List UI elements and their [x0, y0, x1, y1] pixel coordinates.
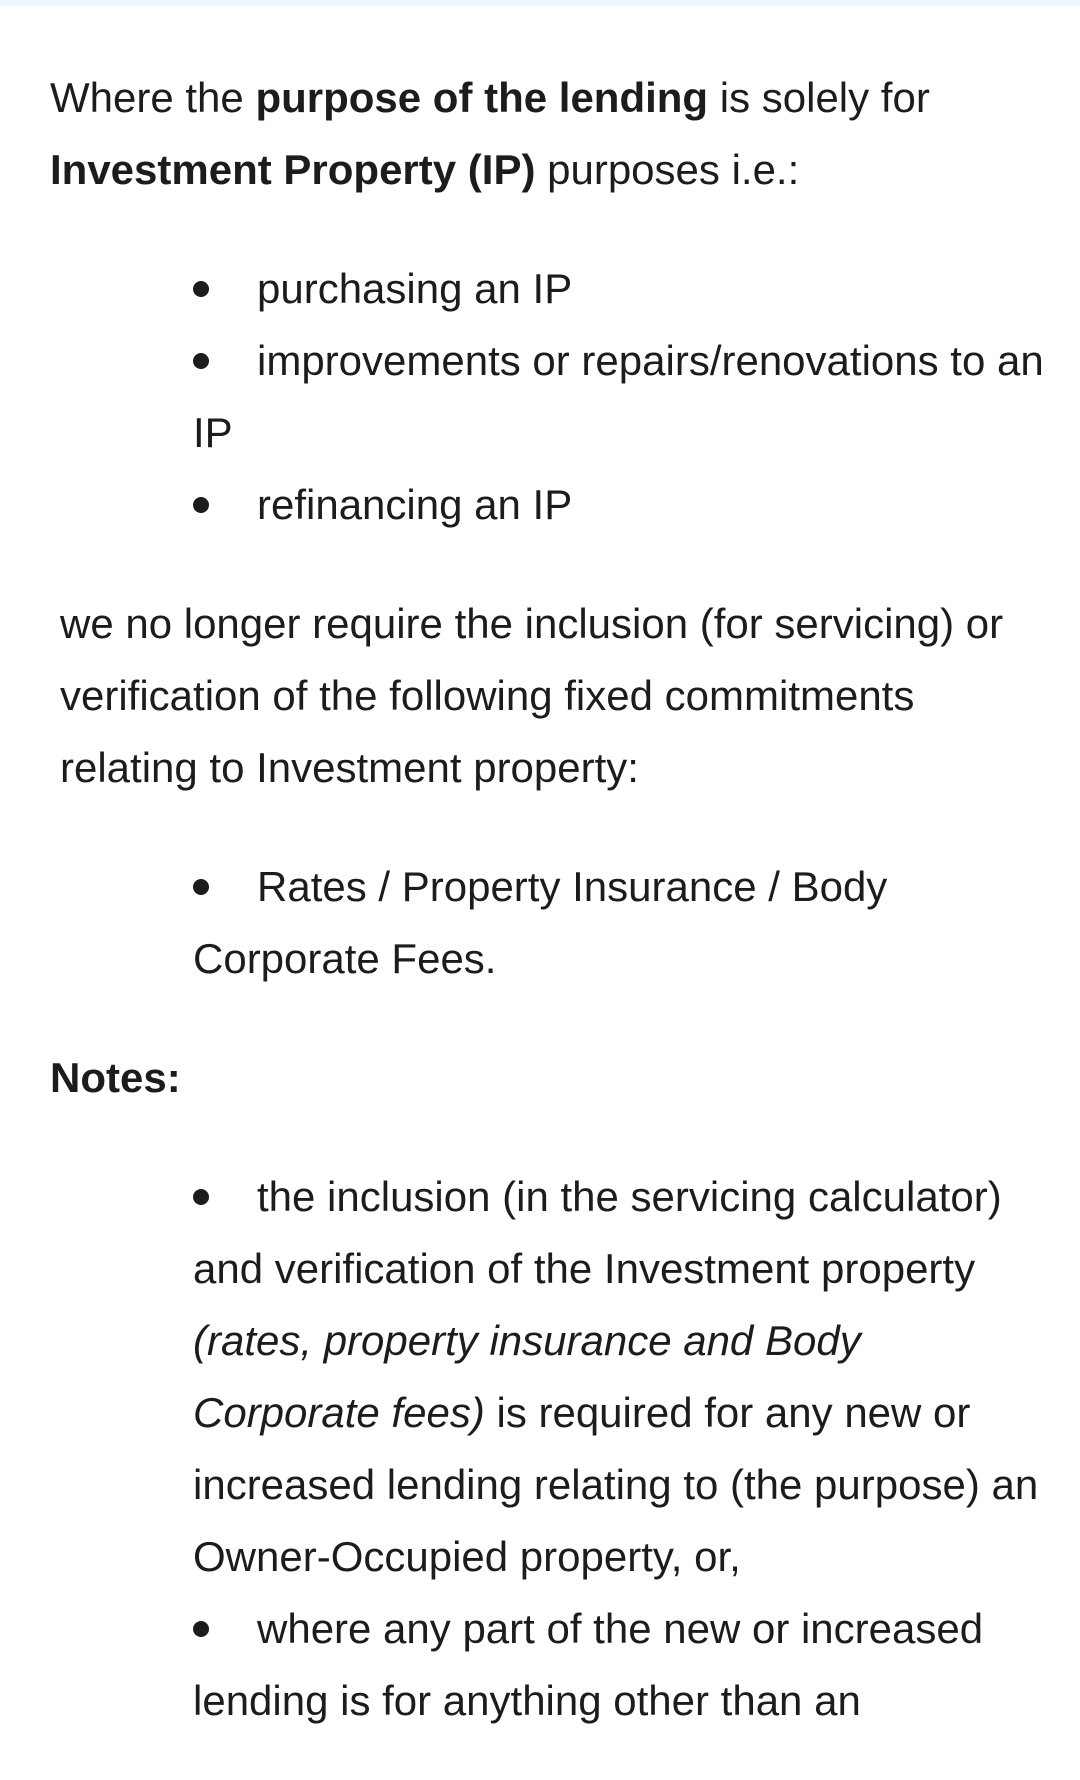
- commitments-list: [0, 851, 1080, 995]
- purpose-list: [0, 253, 1080, 541]
- bullet-icon: [193, 281, 209, 297]
- bullet-icon: [193, 497, 209, 513]
- bullet-icon: [193, 353, 209, 369]
- purpose-text: purchasing an IP: [257, 265, 573, 312]
- intro-text-3: purposes i.e.:: [535, 146, 800, 193]
- list-item: [0, 325, 1080, 469]
- note-text-1a: the inclusion (in the servicing calculator) and verification of the Investment property: [193, 1173, 1002, 1292]
- notes-heading: Notes:: [50, 1054, 181, 1101]
- note-italic-costs: (rates, property insurance and Body Corporate fees): [193, 1317, 861, 1436]
- note-text-1b: is required for any new or increased lending relating to (the purpose) an Owner-Occupied property, or,: [193, 1389, 1039, 1580]
- bullet-icon: [193, 1189, 209, 1205]
- list-item: [0, 1161, 1080, 1593]
- top-edge-bar: [0, 0, 1080, 6]
- statement-paragraph: [0, 588, 1080, 804]
- intro-paragraph: [0, 62, 1080, 206]
- bullet-icon: [193, 1621, 209, 1637]
- intro-bold-investment-property: Investment Property (IP): [50, 146, 536, 193]
- bullet-icon: [193, 879, 209, 895]
- purpose-text: refinancing an IP: [257, 481, 573, 528]
- list-item: [0, 851, 1080, 995]
- intro-text-1: Where the: [50, 74, 256, 121]
- list-item: [0, 469, 1080, 541]
- notes-list: [0, 1161, 1080, 1737]
- statement-text: we no longer require the inclusion (for servicing) or verification of the following fixed commitments relating to Investment property:: [60, 600, 1004, 791]
- intro-text-2: is solely for: [708, 74, 930, 121]
- note-text-2: where any part of the new or increased lending is for anything other than an: [193, 1605, 984, 1724]
- document-body: [0, 62, 1080, 1737]
- commitment-text: Rates / Property Insurance / Body Corporate Fees.: [193, 863, 888, 982]
- purpose-text: improvements or repairs/renovations to an IP: [193, 337, 1044, 456]
- list-item: [0, 1593, 1080, 1737]
- intro-bold-purpose: purpose of the lending: [255, 74, 709, 121]
- list-item: [0, 253, 1080, 325]
